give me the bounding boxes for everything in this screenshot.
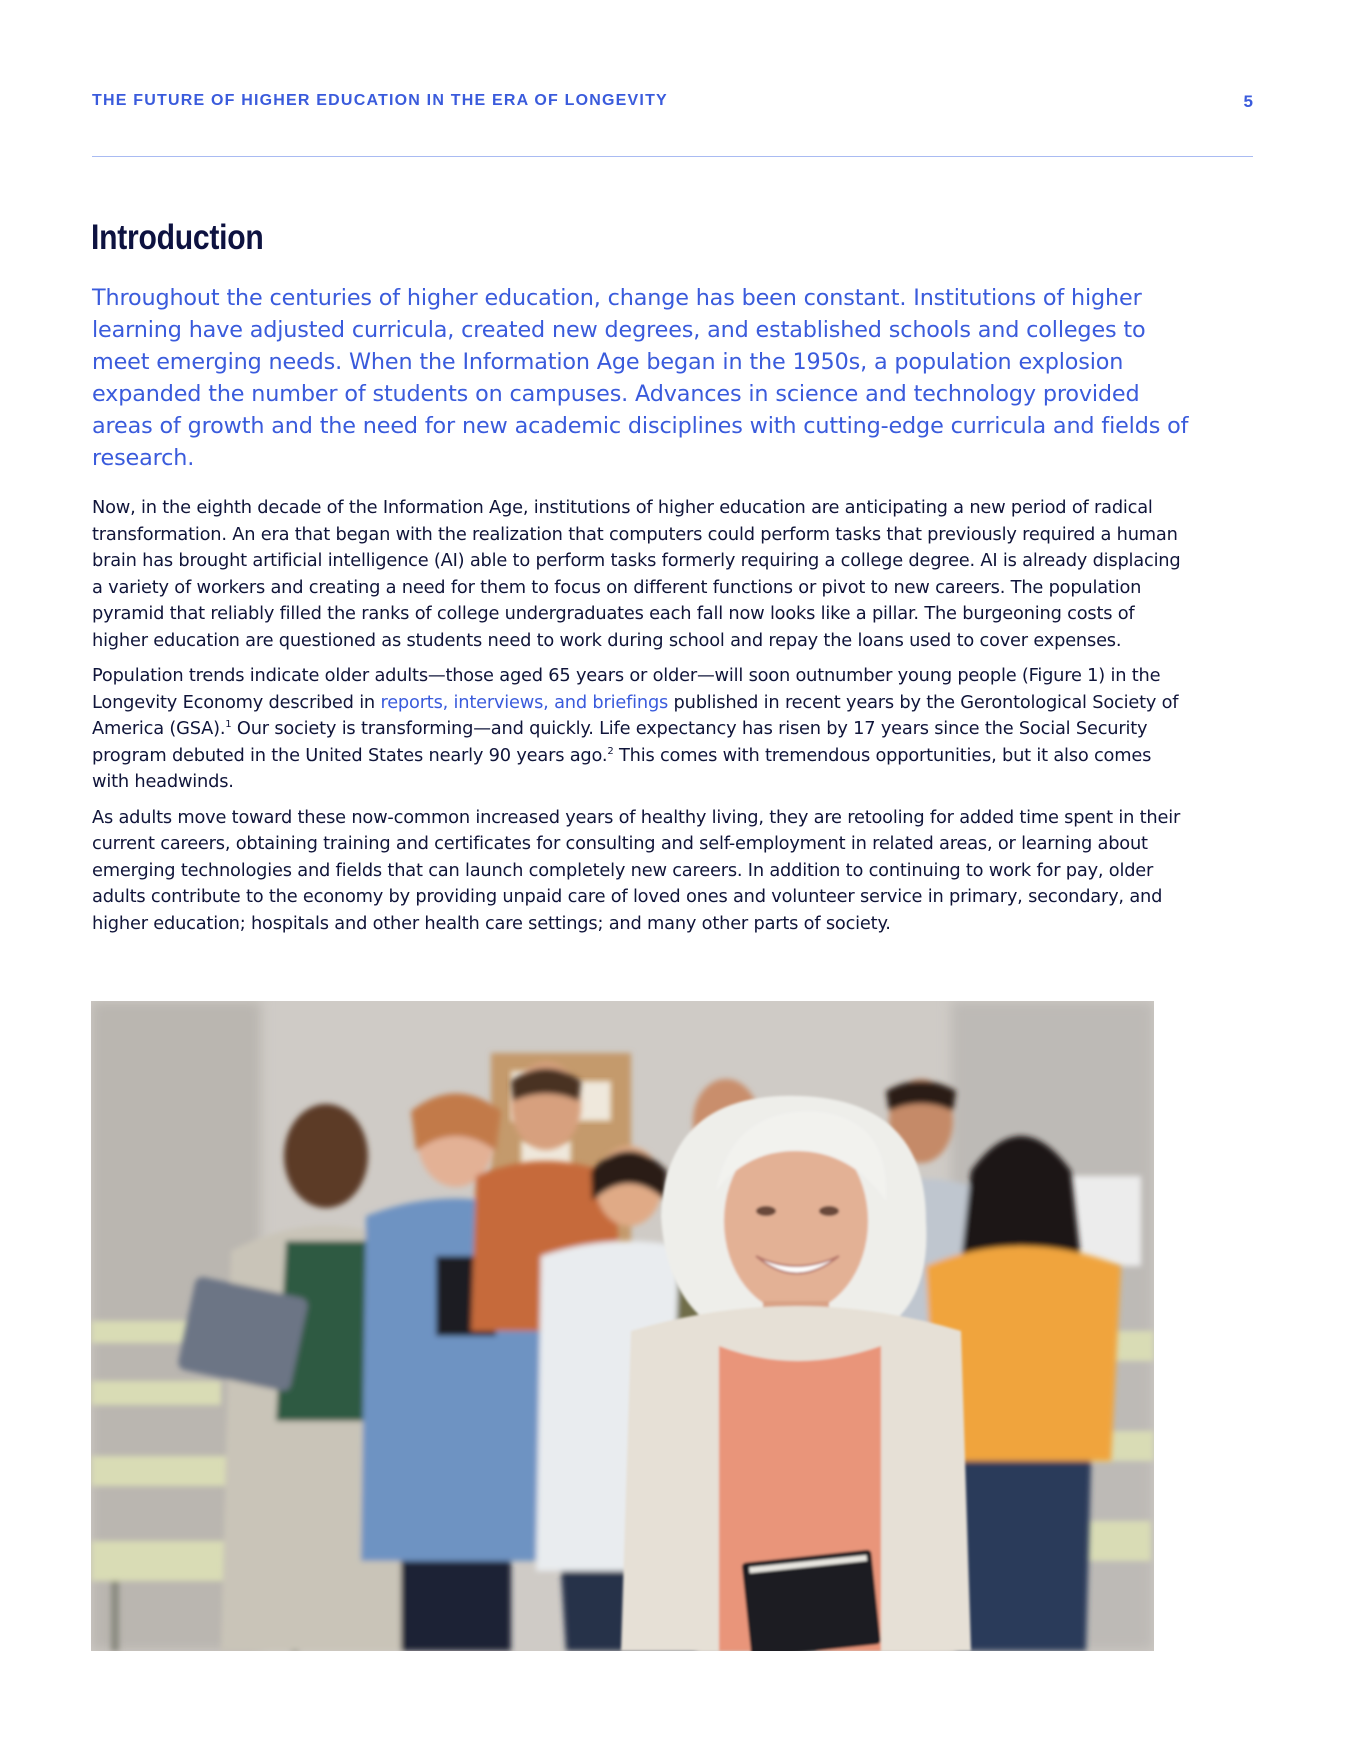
footnote-1[interactable]: 1 bbox=[225, 719, 232, 730]
photo-illustration bbox=[91, 1001, 1154, 1651]
paragraph-3: As adults move toward these now-common increased years of healthy living, they are retooling for added time spent in their current careers, obtaining training and certificates for consulting and self-employment in related areas, or learning about emerging technologies and fields that can launch completely new careers. In addition to continuing to work for pay, older adults contribute to the economy by providing unpaid care of loved ones and volunteer service in primary, secondary, and higher education; hospitals and other health care settings; and many other parts of society. bbox=[92, 806, 1181, 934]
foreground-person bbox=[621, 1096, 971, 1651]
page-number: 5 bbox=[1243, 92, 1253, 111]
body-text bbox=[92, 495, 1182, 946]
paragraph-2: Population trends indicate older adults—those aged 65 years or older—will soon outnumber young people (Figure 1) in the Longevity Economy described in reports, interviews, and briefings published in recent years by the Gerontological Society of America (GSA).$^1$ Our society is transforming—and quickly. Life expectancy has risen by 17 years since the Social Security program debuted in the United States nearly 90 years ago.$^2$ This comes with tremendous opportunities, but it also comes with headwinds. bbox=[92, 665, 1179, 792]
classroom-photo bbox=[91, 1001, 1154, 1651]
header-divider bbox=[92, 156, 1253, 157]
reports-link[interactable]: reports, interviews, and briefings bbox=[380, 691, 669, 713]
section-title: Introduction bbox=[91, 218, 264, 257]
footnote-2[interactable]: 2 bbox=[607, 745, 614, 757]
paragraph-1: Now, in the eighth decade of the Information Age, institutions of higher education are anticipating a new period of radical transformation. An era that began with the realization that computers could perform tasks that previously required a human brain has brought artificial intelligence (AI) able to perform tasks formerly requiring a college degree. AI is already displacing a variety of workers and creating a need for them to focus on different functions or pivot to new careers. The population pyramid that reliably filled the ranks of college undergraduates each fall now looks like a pillar. The burgeoning costs of higher education are questioned as students need to work during school and repay the loans used to cover expenses. bbox=[92, 497, 1181, 651]
lead-paragraph: Throughout the centuries of higher education, change has been constant. Institutions of higher learning have adjusted curricula, created new degrees, and established schools and colleges to meet emerging needs. When the Information Age began in the 1950s, a population explosion expanded the number of students on campuses. Advances in science and technology provided areas of growth and the need for new academic disciplines with cutting-edge curricula and fields of research. bbox=[92, 285, 1189, 471]
running-title: THE FUTURE OF HIGHER EDUCATION IN THE ERA OF LONGEVITY bbox=[92, 92, 668, 109]
